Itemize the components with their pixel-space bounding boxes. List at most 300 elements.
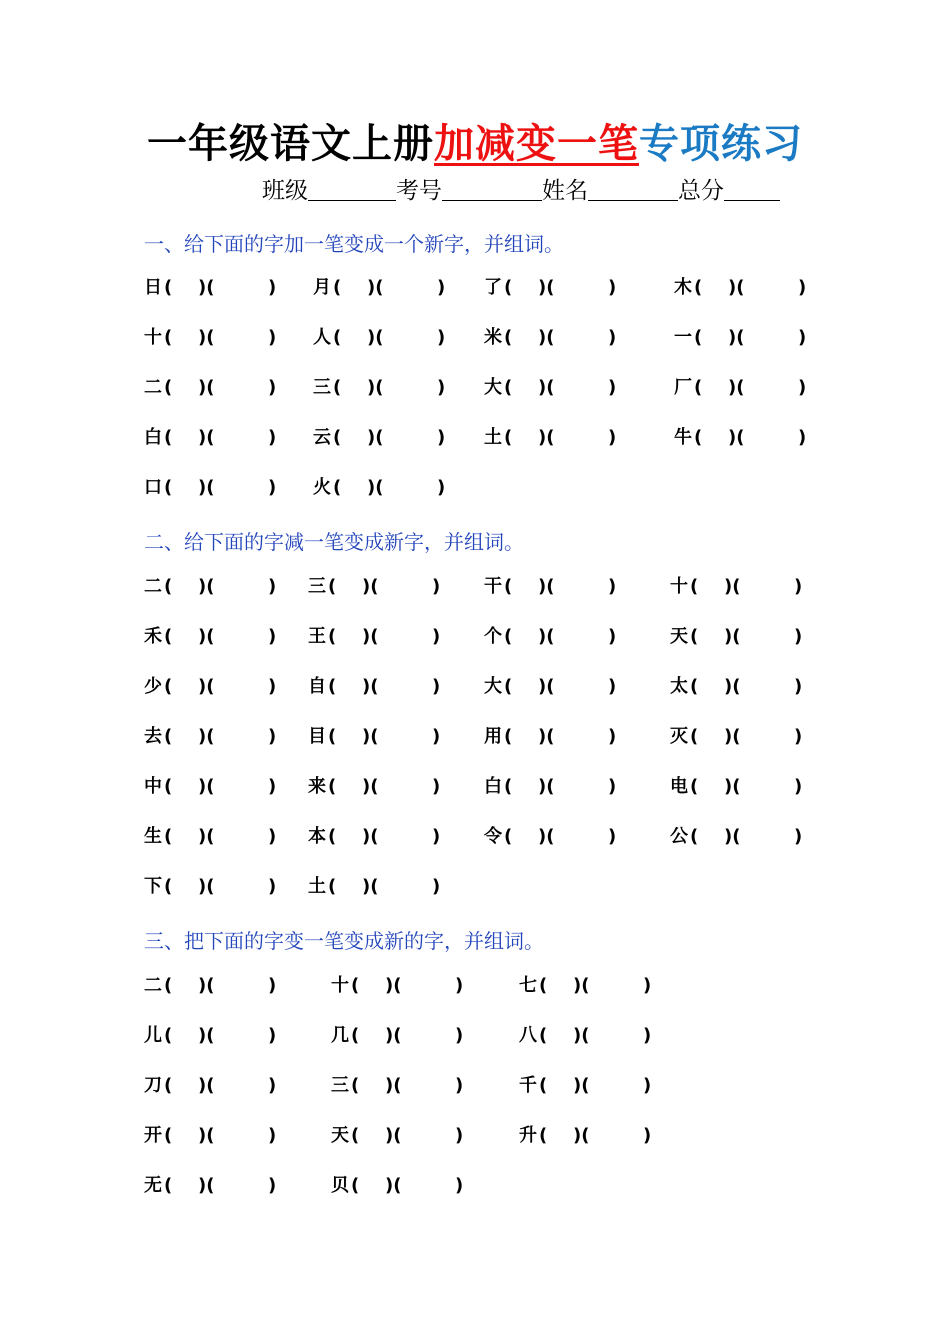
exercise-char: 三 — [331, 1075, 349, 1096]
exercise-char: 无 — [144, 1175, 162, 1196]
answer-bracket: )( — [724, 826, 741, 847]
answer-bracket: ( — [328, 876, 337, 897]
exercise-char: 公 — [670, 826, 688, 847]
answer-bracket: ( — [694, 277, 703, 298]
name-label: 姓名 — [542, 178, 588, 204]
answer-bracket: ) — [268, 576, 277, 597]
answer-bracket: )( — [198, 826, 215, 847]
answer-bracket: ) — [437, 277, 446, 298]
exercise-item[interactable] — [313, 378, 493, 400]
exercise-item[interactable] — [484, 677, 664, 699]
answer-bracket: ) — [268, 876, 277, 897]
answer-bracket: ( — [164, 477, 173, 498]
answer-bracket: ) — [268, 826, 277, 847]
exercise-char: 禾 — [144, 626, 162, 647]
answer-bracket: ( — [690, 776, 699, 797]
exercise-char: 目 — [308, 726, 326, 747]
answer-bracket: ) — [608, 327, 617, 348]
answer-bracket: )( — [728, 327, 745, 348]
exercise-item[interactable] — [308, 777, 488, 799]
answer-bracket: ( — [333, 377, 342, 398]
answer-bracket: ( — [694, 327, 703, 348]
exercise-char: 本 — [308, 826, 326, 847]
answer-bracket: ( — [351, 1175, 360, 1196]
answer-bracket: )( — [367, 477, 384, 498]
exercise-item[interactable] — [308, 827, 488, 849]
exercise-item[interactable] — [484, 627, 664, 649]
exercise-item[interactable] — [313, 278, 493, 300]
answer-bracket: ) — [268, 975, 277, 996]
answer-bracket: ( — [690, 826, 699, 847]
answer-bracket: )( — [362, 826, 379, 847]
exercise-item[interactable] — [313, 328, 493, 350]
exercise-char: 儿 — [144, 1025, 162, 1046]
answer-bracket: ) — [794, 776, 803, 797]
exercise-item[interactable] — [331, 976, 511, 998]
answer-bracket: )( — [573, 1125, 590, 1146]
answer-bracket: ) — [794, 576, 803, 597]
exercise-item[interactable] — [519, 976, 699, 998]
answer-bracket: )( — [538, 377, 555, 398]
exercise-item[interactable] — [144, 677, 324, 699]
title-part-3: 专项练习 — [639, 121, 803, 167]
answer-bracket: ) — [437, 377, 446, 398]
answer-bracket: ) — [437, 427, 446, 448]
answer-bracket: ( — [690, 576, 699, 597]
answer-bracket: ( — [164, 1025, 173, 1046]
answer-bracket: )( — [367, 327, 384, 348]
answer-bracket: ( — [539, 1025, 548, 1046]
exercise-item[interactable] — [144, 1076, 324, 1098]
answer-bracket: ( — [694, 427, 703, 448]
exercise-char: 升 — [519, 1125, 537, 1146]
answer-bracket: ( — [539, 1075, 548, 1096]
answer-bracket: ( — [351, 975, 360, 996]
answer-bracket: )( — [573, 975, 590, 996]
exercise-item[interactable] — [519, 1076, 699, 1098]
exercise-char: 二 — [144, 576, 162, 597]
exercise-char: 贝 — [331, 1175, 349, 1196]
class-blank[interactable] — [308, 178, 396, 201]
exercise-char: 少 — [144, 676, 162, 697]
exercise-item[interactable] — [308, 627, 488, 649]
answer-bracket: )( — [385, 1175, 402, 1196]
answer-bracket: ( — [164, 826, 173, 847]
answer-bracket: ( — [328, 776, 337, 797]
answer-bracket: ) — [794, 626, 803, 647]
exercise-char: 自 — [308, 676, 326, 697]
exercise-item[interactable] — [144, 577, 324, 599]
answer-bracket: ( — [164, 1075, 173, 1096]
answer-bracket: )( — [724, 776, 741, 797]
answer-bracket: ) — [268, 327, 277, 348]
answer-bracket: ) — [794, 826, 803, 847]
answer-bracket: ( — [504, 576, 513, 597]
answer-bracket: ) — [268, 277, 277, 298]
exercise-item[interactable] — [331, 1126, 511, 1148]
answer-bracket: ) — [432, 726, 441, 747]
answer-bracket: ) — [643, 975, 652, 996]
answer-bracket: )( — [538, 427, 555, 448]
answer-bracket: ) — [798, 427, 807, 448]
exercise-item[interactable] — [670, 677, 850, 699]
answer-bracket: )( — [728, 427, 745, 448]
answer-bracket: ) — [268, 377, 277, 398]
answer-bracket: )( — [362, 676, 379, 697]
answer-bracket: ) — [798, 277, 807, 298]
answer-bracket: )( — [538, 626, 555, 647]
title-part-2: 加减变一笔 — [434, 121, 639, 167]
answer-bracket: ( — [539, 975, 548, 996]
exercise-item[interactable] — [674, 328, 854, 350]
answer-bracket: ) — [798, 377, 807, 398]
exercise-item[interactable] — [484, 827, 664, 849]
exercise-char: 开 — [144, 1125, 162, 1146]
answer-bracket: ) — [268, 1125, 277, 1146]
exercise-item[interactable] — [674, 378, 854, 400]
answer-bracket: )( — [385, 1075, 402, 1096]
answer-bracket: )( — [728, 277, 745, 298]
exercise-item[interactable] — [144, 378, 324, 400]
section-2-heading: 二、给下面的字减一笔变成新字，并组词。 — [144, 530, 524, 554]
exercise-char: 云 — [313, 427, 331, 448]
answer-bracket: )( — [198, 726, 215, 747]
exercise-item[interactable] — [144, 827, 324, 849]
exercise-char: 口 — [144, 477, 162, 498]
answer-bracket: ( — [539, 1125, 548, 1146]
exam-label: 考号 — [396, 178, 442, 204]
exercise-item[interactable] — [484, 777, 664, 799]
answer-bracket: )( — [198, 975, 215, 996]
exercise-char: 二 — [144, 377, 162, 398]
exercise-item[interactable] — [144, 976, 324, 998]
answer-bracket: )( — [538, 726, 555, 747]
answer-bracket: )( — [362, 776, 379, 797]
exercise-char: 七 — [519, 975, 537, 996]
answer-bracket: )( — [198, 427, 215, 448]
exercise-char: 千 — [519, 1075, 537, 1096]
exercise-item[interactable] — [308, 677, 488, 699]
answer-bracket: )( — [198, 1025, 215, 1046]
exercise-item[interactable] — [308, 577, 488, 599]
answer-bracket: )( — [198, 477, 215, 498]
exercise-char: 生 — [144, 826, 162, 847]
exercise-item[interactable] — [670, 777, 850, 799]
answer-bracket: ( — [328, 576, 337, 597]
answer-bracket: ( — [164, 427, 173, 448]
answer-bracket: )( — [573, 1025, 590, 1046]
exercise-char: 三 — [308, 576, 326, 597]
answer-bracket: ( — [328, 626, 337, 647]
answer-bracket: )( — [198, 277, 215, 298]
answer-bracket: ( — [504, 726, 513, 747]
answer-bracket: )( — [724, 626, 741, 647]
exercise-char: 十 — [670, 576, 688, 597]
exercise-char: 白 — [484, 776, 502, 797]
answer-bracket: ) — [608, 576, 617, 597]
answer-bracket: )( — [198, 1075, 215, 1096]
exercise-char: 牛 — [674, 427, 692, 448]
answer-bracket: ) — [455, 1075, 464, 1096]
answer-bracket: ) — [794, 676, 803, 697]
answer-bracket: ( — [164, 1175, 173, 1196]
answer-bracket: ) — [432, 826, 441, 847]
answer-bracket: ( — [164, 1125, 173, 1146]
answer-bracket: ( — [351, 1075, 360, 1096]
answer-bracket: )( — [362, 576, 379, 597]
answer-bracket: )( — [198, 1175, 215, 1196]
exercise-item[interactable] — [670, 627, 850, 649]
exercise-char: 中 — [144, 776, 162, 797]
answer-bracket: ) — [268, 776, 277, 797]
exercise-char: 厂 — [674, 377, 692, 398]
answer-bracket: ) — [437, 327, 446, 348]
exercise-char: 灭 — [670, 726, 688, 747]
answer-bracket: ( — [504, 776, 513, 797]
answer-bracket: )( — [198, 576, 215, 597]
answer-bracket: ) — [455, 1175, 464, 1196]
answer-bracket: )( — [367, 277, 384, 298]
answer-bracket: )( — [367, 427, 384, 448]
answer-bracket: ) — [608, 427, 617, 448]
answer-bracket: ) — [432, 776, 441, 797]
exercise-item[interactable] — [313, 478, 493, 500]
exercise-item[interactable] — [674, 428, 854, 450]
answer-bracket: ( — [328, 676, 337, 697]
answer-bracket: )( — [198, 626, 215, 647]
answer-bracket: ) — [437, 477, 446, 498]
exercise-char: 二 — [144, 975, 162, 996]
answer-bracket: ( — [690, 676, 699, 697]
answer-bracket: ( — [164, 975, 173, 996]
answer-bracket: )( — [198, 876, 215, 897]
section-1-heading: 一、给下面的字加一笔变成一个新字，并组词。 — [144, 232, 564, 256]
exercise-char: 电 — [670, 776, 688, 797]
answer-bracket: ) — [455, 1025, 464, 1046]
answer-bracket: ( — [351, 1125, 360, 1146]
exercise-item[interactable] — [484, 577, 664, 599]
exercise-item[interactable] — [144, 1176, 324, 1198]
answer-bracket: ( — [333, 427, 342, 448]
answer-bracket: )( — [724, 576, 741, 597]
answer-bracket: ) — [798, 327, 807, 348]
answer-bracket: )( — [538, 776, 555, 797]
exercise-item[interactable] — [144, 627, 324, 649]
exercise-item[interactable] — [308, 877, 488, 899]
exercise-item[interactable] — [144, 278, 324, 300]
exercise-char: 了 — [484, 277, 502, 298]
exercise-item[interactable] — [484, 378, 664, 400]
answer-bracket: ( — [504, 377, 513, 398]
exercise-char: 大 — [484, 676, 502, 697]
exercise-item[interactable] — [144, 727, 324, 749]
answer-bracket: ) — [432, 676, 441, 697]
exercise-char: 八 — [519, 1025, 537, 1046]
exercise-item[interactable] — [144, 777, 324, 799]
answer-bracket: ( — [333, 477, 342, 498]
exercise-char: 去 — [144, 726, 162, 747]
exercise-item[interactable] — [670, 727, 850, 749]
exercise-char: 几 — [331, 1025, 349, 1046]
exercise-item[interactable] — [519, 1026, 699, 1048]
exercise-item[interactable] — [144, 1026, 324, 1048]
exercise-char: 三 — [313, 377, 331, 398]
exercise-item[interactable] — [144, 877, 324, 899]
page-title — [0, 112, 950, 169]
exercise-item[interactable] — [484, 727, 664, 749]
answer-bracket: ( — [504, 676, 513, 697]
answer-bracket: ) — [432, 576, 441, 597]
answer-bracket: ( — [164, 277, 173, 298]
answer-bracket: ) — [268, 676, 277, 697]
answer-bracket: )( — [198, 1125, 215, 1146]
answer-bracket: )( — [198, 327, 215, 348]
answer-bracket: ) — [268, 626, 277, 647]
answer-bracket: )( — [724, 726, 741, 747]
answer-bracket: ( — [333, 327, 342, 348]
exercise-item[interactable] — [674, 278, 854, 300]
exercise-char: 刀 — [144, 1075, 162, 1096]
answer-bracket: ) — [608, 776, 617, 797]
answer-bracket: )( — [385, 975, 402, 996]
answer-bracket: ) — [608, 377, 617, 398]
answer-bracket: ) — [608, 826, 617, 847]
answer-bracket: ( — [504, 277, 513, 298]
exercise-char: 天 — [670, 626, 688, 647]
answer-bracket: )( — [538, 676, 555, 697]
answer-bracket: )( — [573, 1075, 590, 1096]
exercise-char: 干 — [484, 576, 502, 597]
answer-bracket: ) — [643, 1025, 652, 1046]
answer-bracket: )( — [385, 1125, 402, 1146]
exercise-item[interactable] — [144, 428, 324, 450]
answer-bracket: )( — [367, 377, 384, 398]
answer-bracket: )( — [724, 676, 741, 697]
exercise-item[interactable] — [144, 328, 324, 350]
exercise-char: 米 — [484, 327, 502, 348]
exercise-item[interactable] — [144, 478, 324, 500]
exam-blank[interactable] — [442, 178, 542, 201]
answer-bracket: ) — [268, 726, 277, 747]
answer-bracket: ( — [690, 726, 699, 747]
exercise-item[interactable] — [331, 1076, 511, 1098]
exercise-char: 个 — [484, 626, 502, 647]
answer-bracket: ) — [643, 1125, 652, 1146]
exercise-char: 一 — [674, 327, 692, 348]
exercise-item[interactable] — [670, 577, 850, 599]
exercise-char: 下 — [144, 876, 162, 897]
answer-bracket: ) — [432, 626, 441, 647]
answer-bracket: ) — [455, 1125, 464, 1146]
answer-bracket: ( — [328, 726, 337, 747]
exercise-char: 木 — [674, 277, 692, 298]
exercise-item[interactable] — [519, 1126, 699, 1148]
answer-bracket: )( — [198, 776, 215, 797]
answer-bracket: ) — [455, 975, 464, 996]
answer-bracket: ) — [643, 1075, 652, 1096]
exercise-char: 用 — [484, 726, 502, 747]
answer-bracket: )( — [538, 327, 555, 348]
answer-bracket: ( — [164, 576, 173, 597]
exercise-item[interactable] — [331, 1176, 511, 1198]
answer-bracket: ( — [164, 776, 173, 797]
answer-bracket: )( — [538, 826, 555, 847]
exercise-item[interactable] — [144, 1126, 324, 1148]
answer-bracket: ) — [432, 876, 441, 897]
exercise-char: 火 — [313, 477, 331, 498]
answer-bracket: ( — [328, 826, 337, 847]
title-part-1: 一年级语文上册 — [147, 121, 434, 167]
exercise-char: 天 — [331, 1125, 349, 1146]
exercise-char: 十 — [144, 327, 162, 348]
answer-bracket: ) — [608, 726, 617, 747]
answer-bracket: ( — [164, 626, 173, 647]
answer-bracket: ( — [690, 626, 699, 647]
answer-bracket: ( — [504, 626, 513, 647]
section-3-heading: 三、把下面的字变一笔变成新的字，并组词。 — [144, 929, 544, 953]
exercise-item[interactable] — [331, 1026, 511, 1048]
answer-bracket: )( — [538, 576, 555, 597]
answer-bracket: ) — [268, 427, 277, 448]
answer-bracket: ( — [164, 327, 173, 348]
exercise-char: 土 — [308, 876, 326, 897]
exercise-char: 日 — [144, 277, 162, 298]
answer-bracket: ) — [268, 1175, 277, 1196]
exercise-item[interactable] — [670, 827, 850, 849]
name-blank[interactable] — [588, 178, 678, 201]
answer-bracket: )( — [198, 676, 215, 697]
answer-bracket: )( — [362, 876, 379, 897]
exercise-char: 十 — [331, 975, 349, 996]
exercise-char: 王 — [308, 626, 326, 647]
answer-bracket: ( — [164, 726, 173, 747]
answer-bracket: ) — [608, 277, 617, 298]
answer-bracket: )( — [385, 1025, 402, 1046]
answer-bracket: ( — [164, 676, 173, 697]
class-label: 班级 — [262, 178, 308, 204]
answer-bracket: ) — [608, 626, 617, 647]
answer-bracket: ( — [333, 277, 342, 298]
exercise-item[interactable] — [484, 428, 664, 450]
score-blank[interactable] — [724, 178, 780, 201]
exercise-char: 大 — [484, 377, 502, 398]
exercise-item[interactable] — [313, 428, 493, 450]
exercise-item[interactable] — [484, 328, 664, 350]
answer-bracket: ) — [268, 1025, 277, 1046]
exercise-char: 来 — [308, 776, 326, 797]
score-label: 总分 — [678, 178, 724, 204]
exercise-char: 月 — [313, 277, 331, 298]
exercise-char: 令 — [484, 826, 502, 847]
answer-bracket: )( — [362, 726, 379, 747]
answer-bracket: ( — [164, 876, 173, 897]
answer-bracket: ( — [504, 427, 513, 448]
answer-bracket: ( — [164, 377, 173, 398]
answer-bracket: )( — [728, 377, 745, 398]
answer-bracket: )( — [198, 377, 215, 398]
answer-bracket: )( — [362, 626, 379, 647]
answer-bracket: ( — [694, 377, 703, 398]
exercise-char: 人 — [313, 327, 331, 348]
answer-bracket: ( — [504, 327, 513, 348]
answer-bracket: ( — [351, 1025, 360, 1046]
exercise-char: 太 — [670, 676, 688, 697]
exercise-char: 白 — [144, 427, 162, 448]
exercise-item[interactable] — [484, 278, 664, 300]
exercise-item[interactable] — [308, 727, 488, 749]
student-info-line — [262, 172, 780, 205]
answer-bracket: ) — [608, 676, 617, 697]
